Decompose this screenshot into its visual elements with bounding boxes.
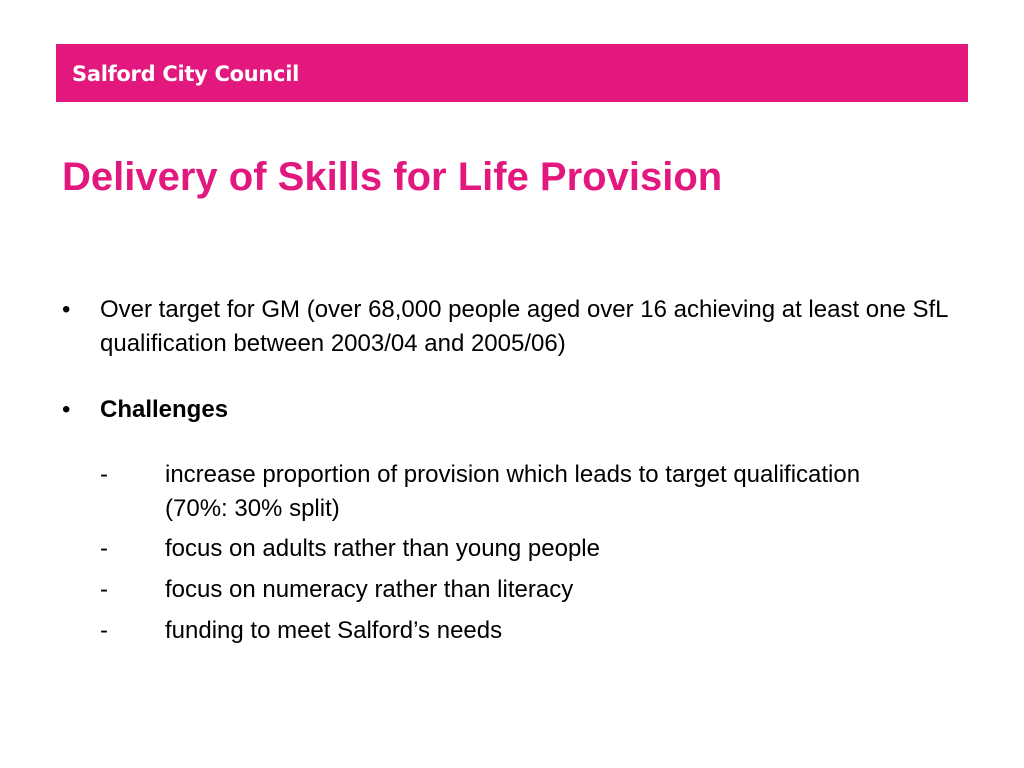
sub-bullet-text: focus on adults rather than young people (165, 535, 600, 562)
dash-marker: - (100, 617, 108, 644)
sub-bullet-text: focus on numeracy rather than literacy (165, 576, 574, 603)
dash-marker: - (100, 576, 108, 603)
dash-marker: - (100, 461, 108, 488)
organization-logo-text: Salford City Council (72, 62, 299, 86)
sub-bullet-text: funding to meet Salford’s needs (165, 617, 503, 644)
dash-marker: - (100, 535, 108, 562)
bullet-marker: • (62, 396, 71, 423)
bullet-heading-challenges: Challenges (100, 396, 229, 423)
bullet-text: Over target for GM (over 68,000 people aged over 16 achieving at least one SfL qualification between 2003/04 and 2005/06) (100, 296, 948, 357)
bullet-marker: • (62, 296, 71, 323)
header-banner (56, 44, 968, 102)
sub-bullet-text: increase proportion of provision which leads to target qualification (70%: 30% split) (165, 461, 861, 522)
slide-title: Delivery of Skills for Life Provision (62, 155, 723, 199)
